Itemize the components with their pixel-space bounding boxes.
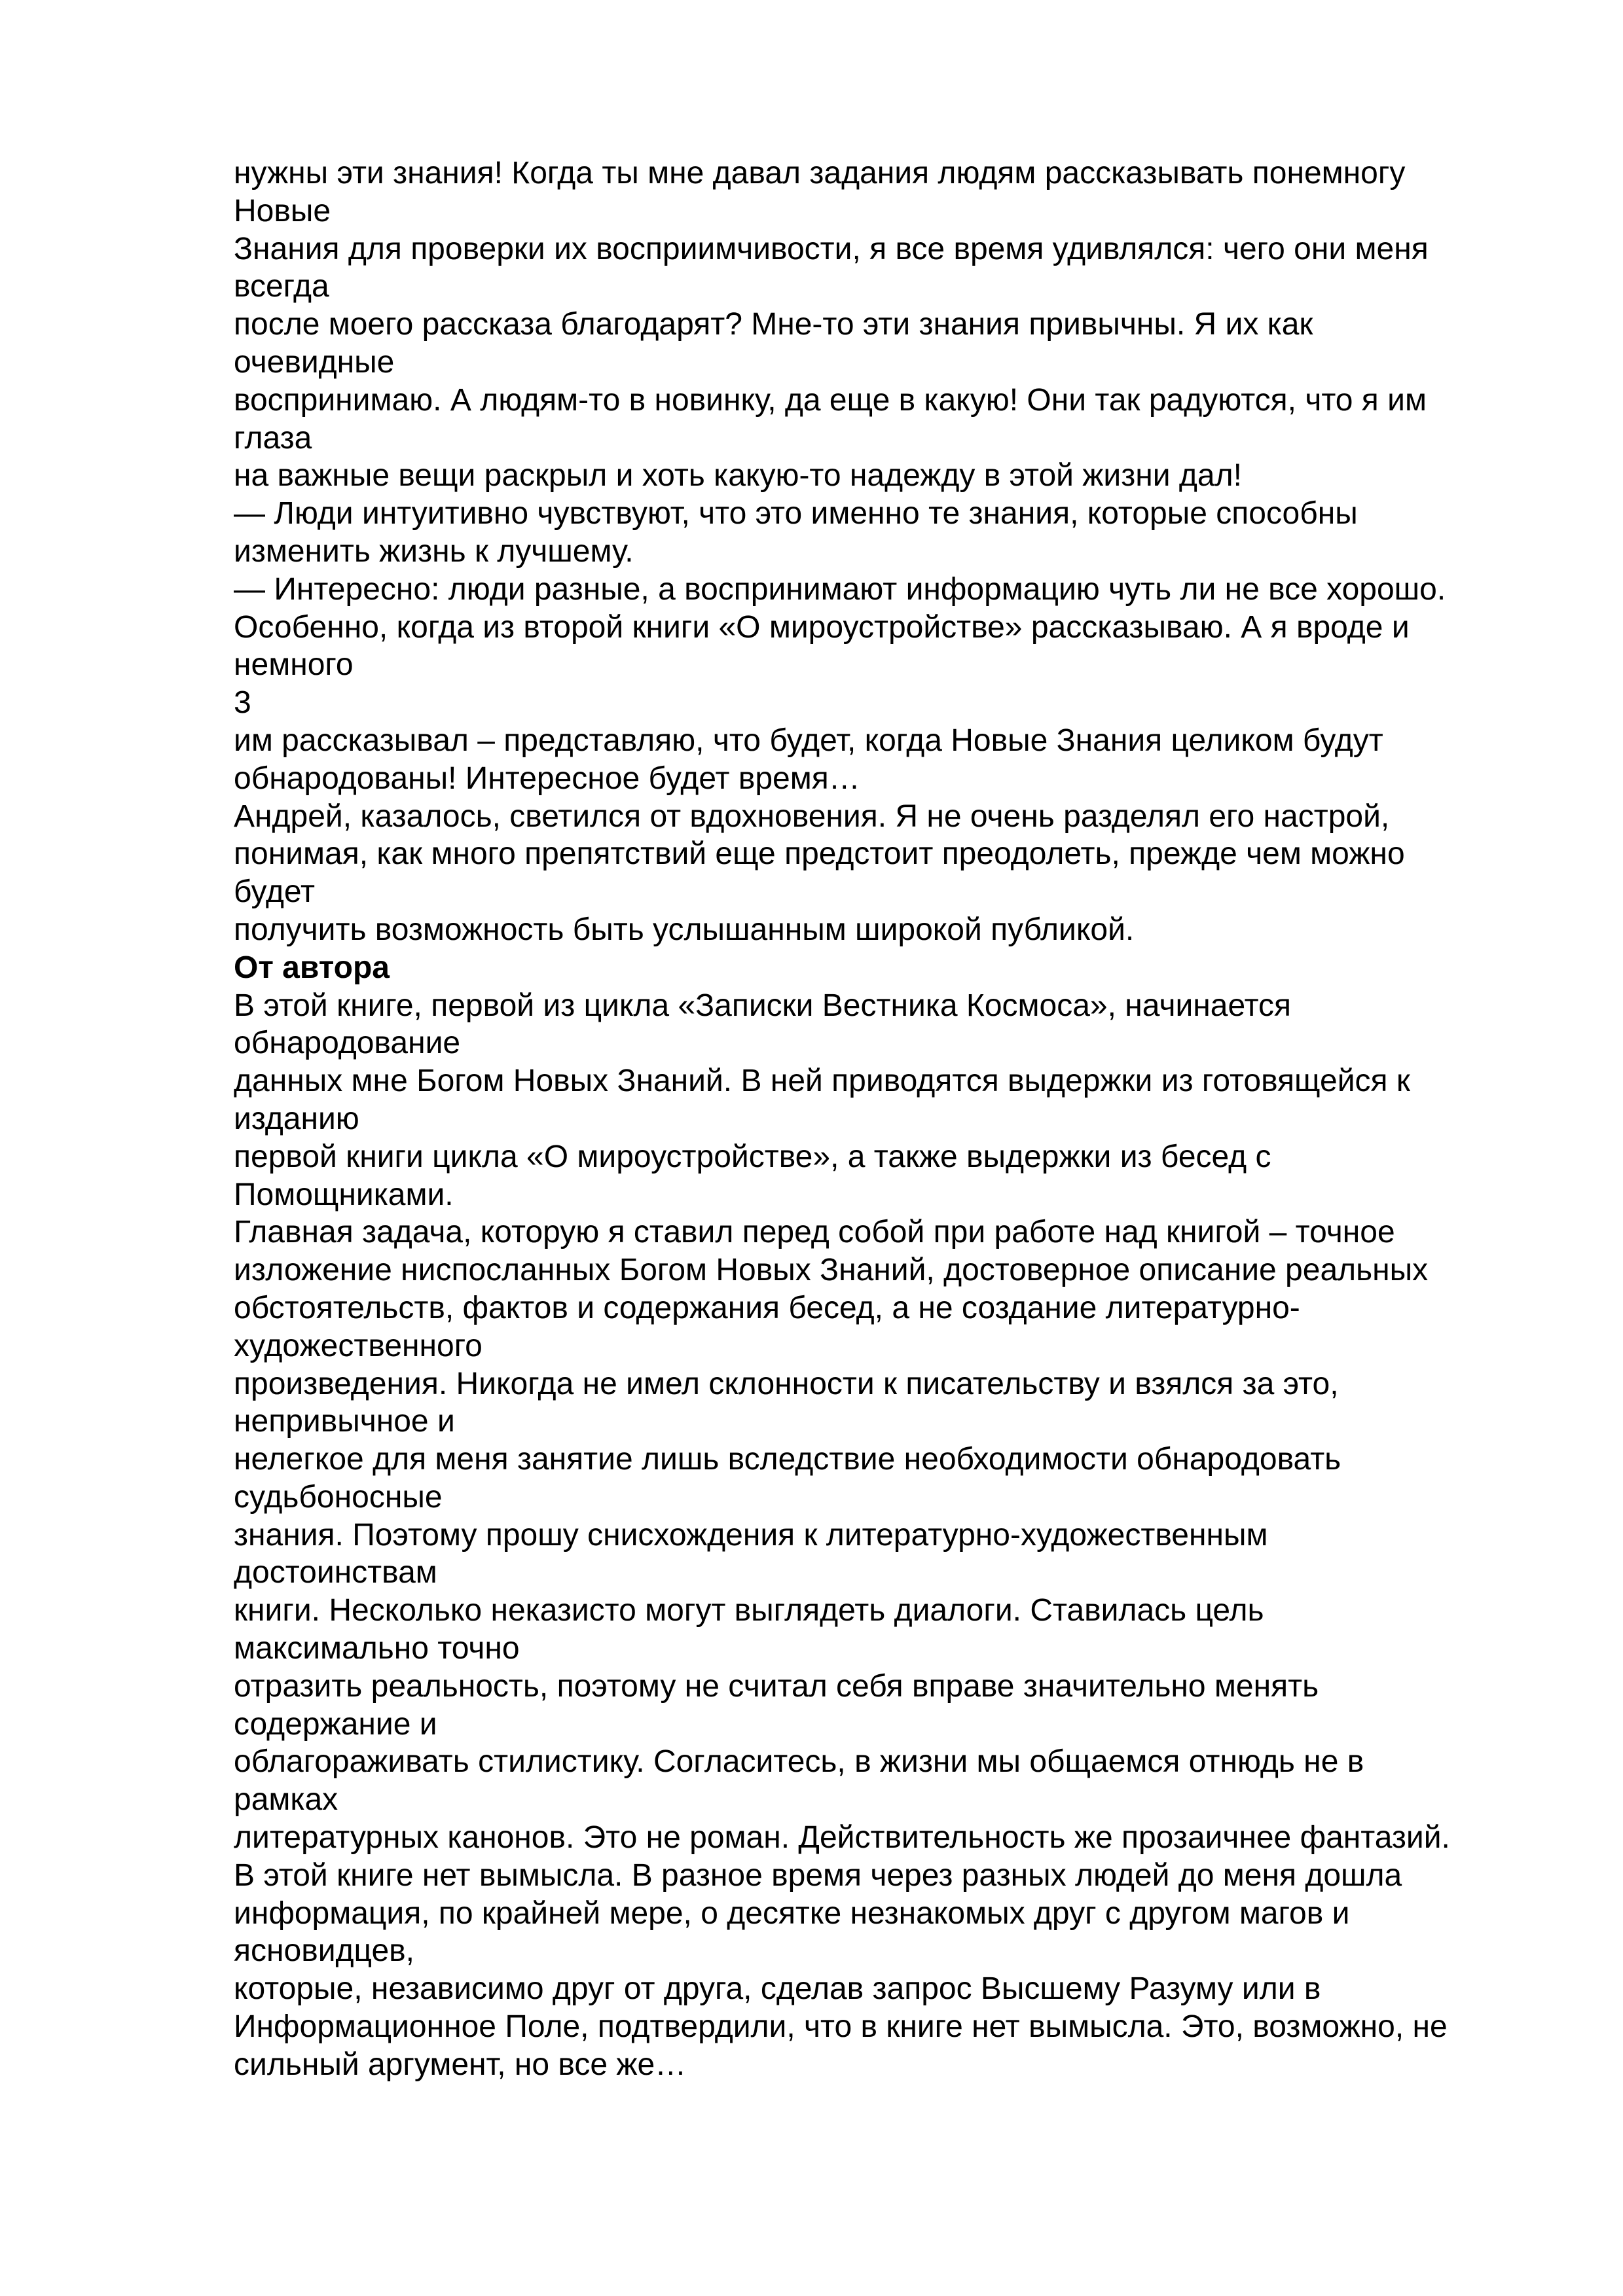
text-line: обнародованы! Интересное будет время… bbox=[234, 761, 860, 796]
text-line: данных мне Богом Новых Знаний. В ней приводятся выдержки из готовящейся к bbox=[234, 1064, 1410, 1099]
text-line: получить возможность быть услышанным широкой публикой. bbox=[234, 912, 1135, 947]
text-line: Знания для проверки их восприимчивости, я все время удивлялся: чего они меня bbox=[234, 231, 1429, 266]
text-line: будет bbox=[234, 874, 315, 910]
text-line: немного bbox=[234, 647, 354, 683]
text-line: сильный аргумент, но все же… bbox=[234, 2047, 687, 2082]
text-line: Особенно, когда из второй книги «О мироустройстве» рассказываю. А я вроде и bbox=[234, 609, 1410, 645]
text-line: всегда bbox=[234, 269, 329, 304]
text-line: им рассказывал – представляю, что будет, когда Новые Знания целиком будут bbox=[234, 723, 1383, 758]
text-line: очевидные bbox=[234, 344, 395, 380]
text-line: глаза bbox=[234, 420, 312, 456]
text-line: Помощниками. bbox=[234, 1177, 454, 1212]
text-line: судьбоносные bbox=[234, 1479, 443, 1515]
text-line: содержание и bbox=[234, 1706, 437, 1742]
text-line: рамках bbox=[234, 1782, 338, 1818]
text-line: ясновидцев, bbox=[234, 1933, 414, 1969]
text-line: Новые bbox=[234, 193, 331, 228]
text-line: достоинствам bbox=[234, 1555, 437, 1590]
text-line: после моего рассказа благодарят? Мне-то эти знания привычны. Я их как bbox=[234, 307, 1313, 342]
text-line: Информационное Поле, подтвердили, что в книге нет вымысла. Это, возможно, не bbox=[234, 2009, 1448, 2045]
text-line: Главная задача, которую я ставил перед собой при работе над книгой – точное bbox=[234, 1215, 1395, 1250]
text-line: воспринимаю. А людям-то в новинку, да еще в какую! Они так радуются, что я им bbox=[234, 382, 1427, 418]
text-line: Андрей, казалось, светился от вдохновения. Я не очень разделял его настрой, bbox=[234, 798, 1390, 834]
text-line: обстоятельств, фактов и содержания бесед, а не создание литературно- bbox=[234, 1290, 1300, 1325]
text-line: первой книги цикла «О мироустройстве», а также выдержки из бесед с bbox=[234, 1139, 1271, 1174]
text-line: нужны эти знания! Когда ты мне давал задания людям рассказывать понемногу bbox=[234, 156, 1406, 190]
text-line: книги. Несколько неказисто могут выглядеть диалоги. Ставилась цель bbox=[234, 1593, 1264, 1628]
text-line: знания. Поэтому прошу снисхождения к литературно-художественным bbox=[234, 1517, 1268, 1552]
text-line: изданию bbox=[234, 1101, 359, 1136]
text-line: — Люди интуитивно чувствуют, что это именно те знания, которые способны bbox=[234, 496, 1358, 531]
text-line: В этой книге, первой из цикла «Записки Вестника Космоса», начинается bbox=[234, 988, 1292, 1023]
text-line: — Интересно: люди разные, а воспринимают информацию чуть ли не все хорошо. bbox=[234, 571, 1446, 607]
text-line: непривычное и bbox=[234, 1404, 455, 1439]
text-line: отразить реальность, поэтому не считал себя вправе значительно менять bbox=[234, 1668, 1319, 1704]
text-line: понимая, как много препятствий еще предстоит преодолеть, прежде чем можно bbox=[234, 836, 1405, 872]
text-line: обнародование bbox=[234, 1026, 461, 1061]
text-line: изменить жизнь к лучшему. bbox=[234, 533, 634, 569]
text-line: которые, независимо друг от друга, сделав запрос Высшему Разуму или в bbox=[234, 1971, 1321, 2007]
text-line: В этой книге нет вымысла. В разное время через разных людей до меня дошла bbox=[234, 1857, 1402, 1893]
text-line: изложение ниспосланных Богом Новых Знаний, достоверное описание реальных bbox=[234, 1253, 1429, 1288]
text-line: 3 bbox=[234, 685, 251, 721]
text-line: максимально точно bbox=[234, 1631, 520, 1666]
text-line: произведения. Никогда не имел склонности к писательству и взялся за это, bbox=[234, 1366, 1339, 1401]
section-heading: От автора bbox=[234, 950, 390, 985]
text-line: облагораживать стилистику. Согласитесь, в жизни мы общаемся отнюдь не в bbox=[234, 1744, 1364, 1780]
document-text bbox=[234, 154, 1543, 2084]
text-line: информация, по крайней мере, о десятке незнакомых друг с другом магов и bbox=[234, 1895, 1350, 1931]
text-line: литературных канонов. Это не роман. Действительность же прозаичнее фантазий. bbox=[234, 1820, 1450, 1856]
text-line: нелегкое для меня занятие лишь вследствие необходимости обнародовать bbox=[234, 1442, 1341, 1477]
text-line: художественного bbox=[234, 1328, 483, 1363]
text-line: на важные вещи раскрыл и хоть какую-то надежду в этой жизни дал! bbox=[234, 458, 1242, 493]
